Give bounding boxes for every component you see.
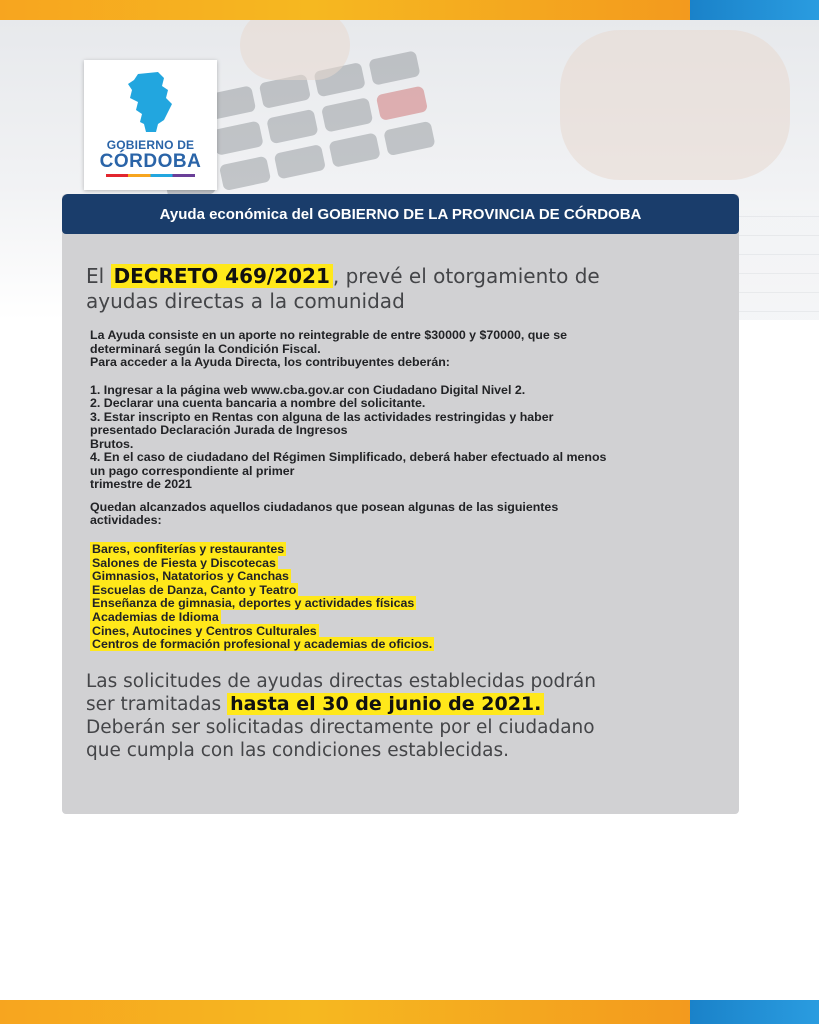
intro-line: La Ayuda consiste en un aporte no reintegrable de entre $30000 y $70000, que se [90, 328, 567, 342]
activity-item: Centros de formación profesional y academias de oficios. [92, 637, 433, 652]
activity-item: Enseñanza de gimnasia, deportes y actividades físicas [92, 596, 415, 611]
cordoba-map-icon [124, 72, 176, 134]
logo-color-stripe [106, 174, 195, 177]
scope-line: Quedan alcanzados aquellos ciudadanos que posean algunas de las siguientes [90, 499, 559, 514]
requirement-line: 3. Estar inscripto en Rentas con alguna de las actividades restringidas y haber [90, 409, 554, 424]
requirement-line: trimestre de 2021 [90, 477, 192, 491]
hand-image-right [560, 30, 790, 180]
panel-header [62, 194, 739, 234]
bottom-accent-bar [0, 1000, 819, 1024]
closing-paragraph [86, 670, 726, 762]
body-text [90, 329, 730, 528]
activities-list [90, 543, 434, 652]
headline-prefix: El [86, 264, 105, 288]
bottom-bar-orange-segment [0, 1000, 690, 1024]
panel-header-title: Ayuda económica del GOBIERNO DE LA PROVINCIA DE CÓRDOBA [159, 205, 642, 223]
activity-item: Salones de Fiesta y Discotecas [92, 555, 276, 570]
requirement-line: presentado Declaración Jurada de Ingresos [90, 423, 348, 437]
requirement-line: 4. En el caso de ciudadano del Régimen Simplificado, deberá haber efectuado al menos [90, 450, 607, 464]
logo-text-gobierno: GOBIERNO DE [106, 138, 195, 152]
gobierno-cordoba-logo [84, 60, 217, 190]
activity-item: Academias de Idioma [92, 609, 219, 624]
closing-line: que cumpla con las condiciones establecidas. [86, 740, 509, 761]
requirement-line: 2. Declarar una cuenta bancaria a nombre del solicitante. [90, 396, 426, 410]
intro-line: determinará según la Condición Fiscal. [90, 341, 321, 356]
intro-line: Para acceder a la Ayuda Directa, los contribuyentes deberán: [90, 355, 450, 369]
logo-text-cordoba: CÓRDOBA [99, 151, 202, 172]
activity-item: Escuelas de Danza, Canto y Teatro [92, 582, 297, 597]
headline-suffix: , prevé el otorgamiento de [332, 264, 600, 288]
top-accent-bar [0, 0, 819, 20]
hand-image [240, 20, 350, 80]
headline [86, 264, 726, 314]
requirement-line: Brutos. [90, 436, 134, 451]
activity-item: Cines, Autocines y Centros Culturales [92, 623, 317, 638]
deadline-highlight: hasta el 30 de junio de 2021. [227, 693, 544, 715]
requirement-line: un pago correspondiente al primer [90, 463, 295, 478]
headline-line2: ayudas directas a la comunidad [86, 289, 405, 313]
bottom-bar-blue-segment [690, 1000, 819, 1024]
decree-highlight: DECRETO 469/2021 [111, 264, 333, 288]
closing-line: ser tramitadas hasta el 30 de junio de 2021. [86, 693, 726, 716]
scope-line: actividades: [90, 513, 162, 527]
activity-item: Bares, confiterías y restaurantes [92, 542, 285, 556]
closing-line: Las solicitudes de ayudas directas establecidas podrán [86, 671, 596, 692]
top-bar-blue-segment [690, 0, 819, 20]
requirement-line: 1. Ingresar a la página web www.cba.gov.ar con Ciudadano Digital Nivel 2. [90, 382, 526, 397]
activity-item: Gimnasios, Natatorios y Canchas [92, 569, 289, 584]
top-bar-orange-segment [0, 0, 690, 20]
closing-line: Deberán ser solicitadas directamente por el ciudadano [86, 717, 595, 738]
